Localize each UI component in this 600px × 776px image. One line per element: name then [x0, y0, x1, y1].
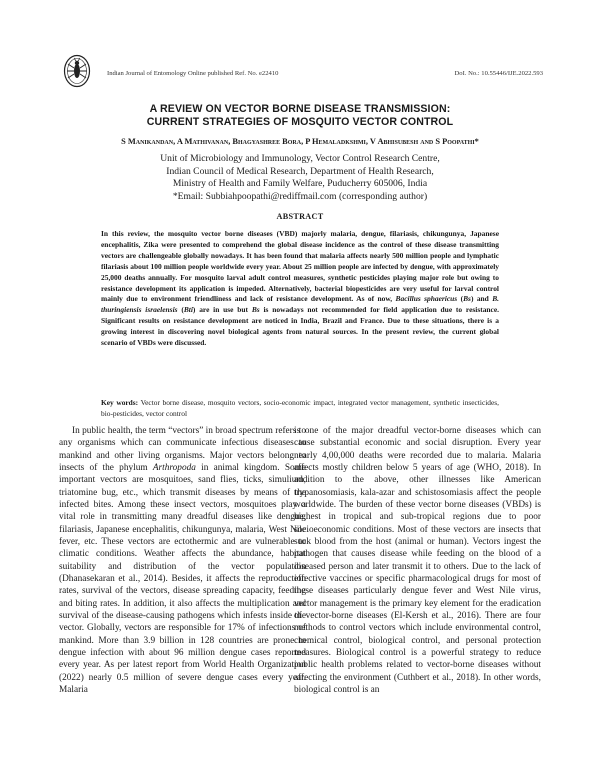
abstract-segment: ( — [177, 305, 184, 315]
species-abbr: Bs — [463, 294, 471, 304]
journal-emblem-icon — [63, 54, 91, 88]
abstract-segment: ) and — [470, 294, 493, 304]
corresponding-email: *Email: Subbiahpoopathi@rediffmail.com (corresponding author) — [172, 190, 428, 202]
title-line-2: CURRENT STRATEGIES OF MOSQUITO VECTOR CONTROL — [146, 116, 454, 128]
affiliation-line-3: Ministry of Health and Family Welfare, Puducherry 605006, India — [172, 178, 428, 189]
doi-number: DoI. No.: 10.55446/IJE.2022.593 — [454, 70, 543, 77]
affiliation — [60, 153, 540, 203]
authors: S Manikandan, A Mathivanan, Bhagyashree Bora, P Hemaladkshmi, V Abhisubesh and S Poopathi* — [121, 137, 479, 146]
article-title — [60, 103, 540, 129]
title-line-1: A REVIEW ON VECTOR BORNE DISEASE TRANSMISSION: — [149, 103, 451, 115]
abstract-segment: ) are in use but — [192, 305, 252, 315]
affiliation-line-2: Indian Council of Medical Research, Department of Health Research, — [166, 165, 434, 177]
body-column-right: is one of the major dreadful vector-borne diseases which can cause substantial economic and social disruption. Every year nearly 4,00,000 deaths were recorded due to malaria. Malaria affects mostly children below 5 years of age (WHO, 2018). In addition to the above, other illnesses like American trypanosomiasis, kala-azar and schistosomiasis affect the people worldwide. The burden of these vector borne diseases (VBDs) is highest in tropical and sub-tropical regions due to poor socioeconomic conditions. Most of these vectors are insects that suck blood from the host (animal or human). Vectors ingest the pathogen that causes disease while feeding on the blood of a diseased person and later transmit it to others. Due to the lack of effective vaccines or specific pharmacological drugs for most of these diseases particularly dengue fever and West Nile virus, vector management is the primary key element for the eradication of vector-borne diseases (El-Kersh et al., 2016). There are four methods to control vectors which include environmental control, chemical control, biological control, and personal protection measures. Biological control is a powerful strategy to reduce public health problems related to vector-borne diseases without affecting the environment (Cuthbert et al., 2018). In other words, biological control is an — [294, 426, 541, 695]
phylum-name: Arthropoda — [152, 462, 196, 473]
body-text: In public health, the term “vectors” in broad spectrum refers to any organisms which can communicate infectious diseases to mankind and other living organisms. Major vectors belong to insects of the phylum — [59, 426, 306, 473]
abstract-segment: In this review, the mosquito vector borne diseases (VBD) majorly malaria, dengue, filariasis, chikungunya, Japanese encephalitis, Zika were presented to comprehend the global disease incidence as the control of these disease transmitting vectors are challengeable globally nowadays. It has been found that malaria affects nearly 500 million people and lymphatic filariasis about 100 million people worldwide every year. About 25 million people are infected by dengue, with approximately 25,000 deaths annually. For mosquito larval adult control measures, synthetic pesticides playing major role but owing to resistance development its application is impeded. Alternatively, bacterial biopesticides are very useful for larval control mainly due to environment friendliness and lack of resistance development. As of now, — [101, 229, 499, 304]
journal-reference: Indian Journal of Entomology Online published Ref. No. e22410 — [107, 70, 279, 77]
body-column-left — [59, 425, 306, 696]
abstract-text — [101, 229, 499, 349]
abstract-segment: is nowadays not recommended for field application due to resistance. Significant results on resistance development are noticed in India, Brazil and France. Due to these situations, there is a growing interest in discovering novel biological agents from natural sources. In the present review, the current global scenario of VBDs were discussed. — [101, 305, 500, 348]
species-name: B. thuringiensis israelensis — [101, 294, 500, 315]
abstract-heading: ABSTRACT — [276, 212, 324, 221]
keywords-label: Key words: — [101, 398, 139, 407]
species-abbr: Bs — [251, 305, 260, 315]
abstract-segment: ( — [457, 294, 464, 304]
keywords-text: Vector borne disease, mosquito vectors, socio-economic impact, integrated vector management, synthetic insecticides, bio-pesticides, vector control — [101, 398, 499, 418]
body-text: in animal kingdom. Some important vectors are mosquitoes, sand flies, ticks, simulium, triatomine bug, etc., which transmit diseases by means of the infected bites. Among these insect vectors, mosquitoes play a vital role in transmitting many dreadful diseases like dengue, filariasis, Japanese encephalitis, chikungunya, malaria, West Nile fever, etc. These vectors are ectothermic and are vulnerable to climatic conditions. Weather affects the abundance, habitat suitability and distribution of the vector population (Dhanasekaran et al., 2014). Besides, it affects the reproduction rates, survival of the vectors, disease spreading capacity, feeding and biting rates. In addition, it also affects the multiplication and survival of the disease-causing pathogens which infests inside the vector. Globally, vectors are responsible for 17% of infections of mankind. More than 3.9 billion in 128 countries are prone to dengue infection with about 96 million dengue cases reported every year. As per latest report from World Health Organization (2022) nearly 0.5 million of severe dengue cases every year. Malaria — [59, 462, 306, 695]
keywords — [101, 398, 499, 419]
species-name: Bacillus sphaericus — [395, 294, 458, 304]
affiliation-line-1: Unit of Microbiology and Immunology, Vector Control Research Centre, — [160, 153, 440, 164]
species-abbr: Bti — [183, 305, 193, 315]
